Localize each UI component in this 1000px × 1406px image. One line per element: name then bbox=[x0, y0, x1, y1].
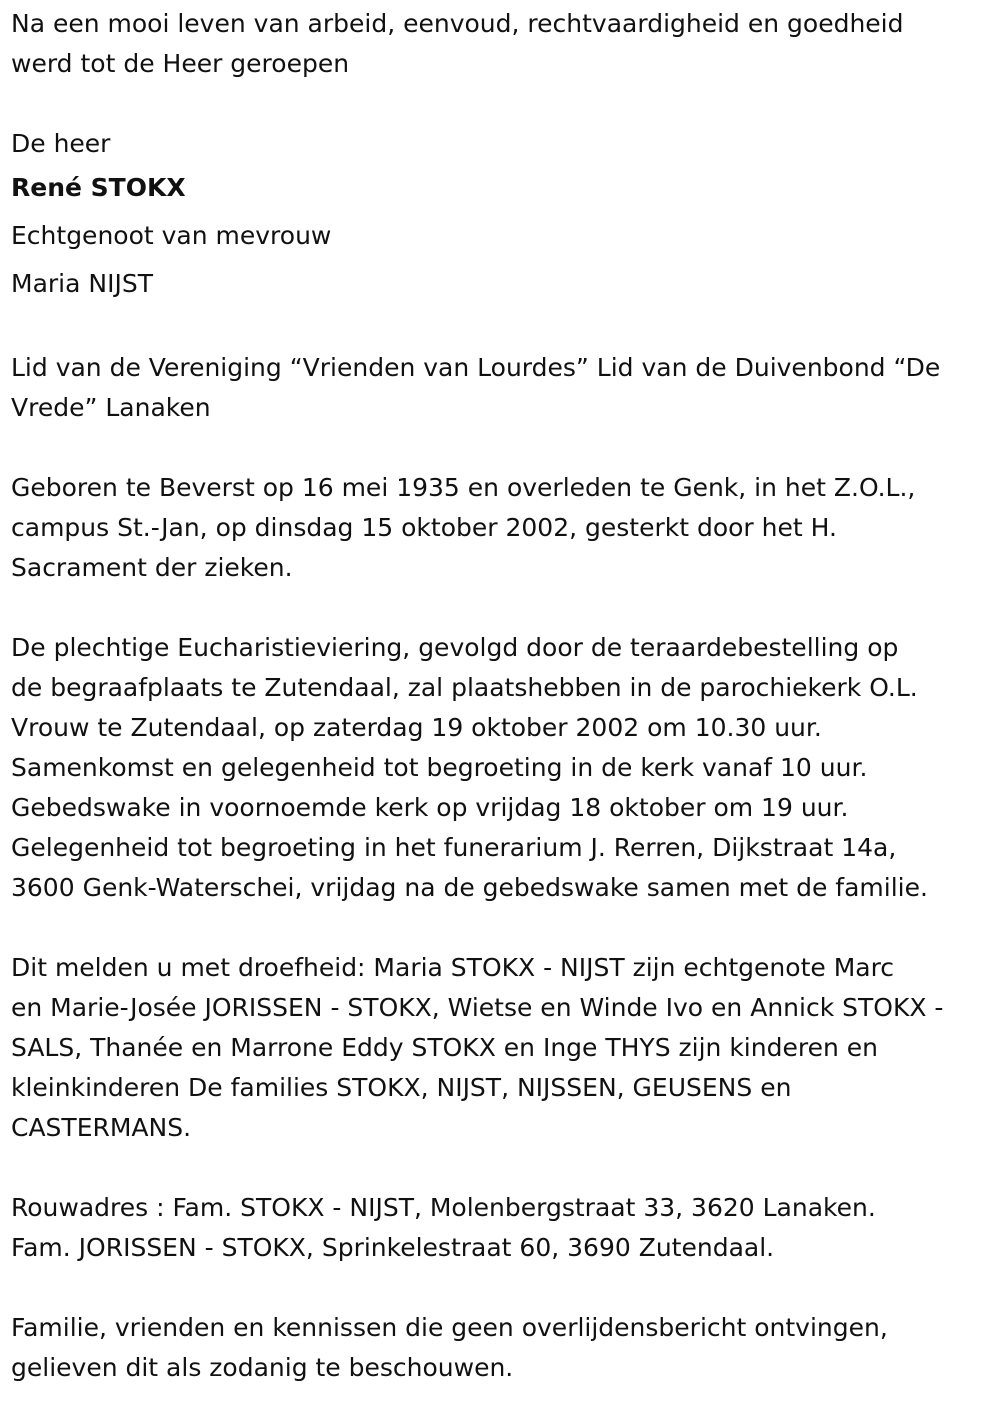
closing-line: gelieven dit als zodanig te beschouwen. bbox=[11, 1353, 514, 1382]
paragraph-gap bbox=[11, 428, 993, 468]
person-title: De heer bbox=[11, 129, 111, 158]
memberships-paragraph bbox=[11, 348, 993, 428]
birth-death-line: Geboren te Beverst op 16 mei 1935 en overleden te Genk, in het Z.O.L., bbox=[11, 473, 916, 502]
announcement-line: en Marie-Josée JORISSEN - STOKX, Wietse en Winde Ivo en Annick STOKX - bbox=[11, 993, 944, 1022]
ceremony-paragraph bbox=[11, 628, 993, 908]
birth-death-line: Sacrament der zieken. bbox=[11, 553, 293, 582]
paragraph-gap bbox=[11, 1268, 993, 1308]
closing-line: Familie, vrienden en kennissen die geen overlijdensbericht ontvingen, bbox=[11, 1313, 888, 1342]
ceremony-line: Samenkomst en gelegenheid tot begroeting in de kerk vanaf 10 uur. bbox=[11, 753, 868, 782]
announcement-line: Dit melden u met droefheid: Maria STOKX - NIJST zijn echtgenote Marc bbox=[11, 953, 895, 982]
memberships-line: Vrede” Lanaken bbox=[11, 393, 211, 422]
paragraph-gap bbox=[11, 308, 993, 348]
ceremony-line: 3600 Genk-Waterschei, vrijdag na de gebedswake samen met de familie. bbox=[11, 873, 928, 902]
paragraph-gap bbox=[11, 1148, 993, 1188]
announcement-paragraph bbox=[11, 948, 993, 1148]
paragraph-gap bbox=[11, 908, 993, 948]
intro-paragraph bbox=[11, 4, 993, 84]
memberships-line: Lid van de Vereniging “Vrienden van Lourdes” Lid van de Duivenbond “De bbox=[11, 353, 941, 382]
ceremony-line: De plechtige Eucharistieviering, gevolgd door de teraardebestelling op bbox=[11, 633, 899, 662]
paragraph-gap bbox=[11, 84, 993, 124]
person-relation: Echtgenoot van mevrouw bbox=[11, 221, 332, 250]
ceremony-line: Vrouw te Zutendaal, op zaterdag 19 oktober 2002 om 10.30 uur. bbox=[11, 713, 822, 742]
address-line: Rouwadres : Fam. STOKX - NIJST, Molenbergstraat 33, 3620 Lanaken. bbox=[11, 1193, 876, 1222]
intro-line: werd tot de Heer geroepen bbox=[11, 49, 350, 78]
ceremony-line: de begraafplaats te Zutendaal, zal plaatshebben in de parochiekerk O.L. bbox=[11, 673, 918, 702]
ceremony-line: Gelegenheid tot begroeting in het funerarium J. Rerren, Dijkstraat 14a, bbox=[11, 833, 897, 862]
spouse-name: Maria NIJST bbox=[11, 269, 153, 298]
closing-paragraph bbox=[11, 1308, 993, 1388]
obituary-document bbox=[11, 4, 993, 1388]
addresses-paragraph bbox=[11, 1188, 993, 1268]
intro-line: Na een mooi leven van arbeid, eenvoud, rechtvaardigheid en goedheid bbox=[11, 9, 904, 38]
paragraph-gap bbox=[11, 588, 993, 628]
announcement-line: CASTERMANS. bbox=[11, 1113, 192, 1142]
birth-death-line: campus St.-Jan, op dinsdag 15 oktober 2002, gesterkt door het H. bbox=[11, 513, 837, 542]
birth-death-paragraph bbox=[11, 468, 993, 588]
ceremony-line: Gebedswake in voornoemde kerk op vrijdag 18 oktober om 19 uur. bbox=[11, 793, 849, 822]
announcement-line: kleinkinderen De families STOKX, NIJST, NIJSSEN, GEUSENS en bbox=[11, 1073, 792, 1102]
address-line: Fam. JORISSEN - STOKX, Sprinkelestraat 60, 3690 Zutendaal. bbox=[11, 1233, 775, 1262]
person-name: René STOKX bbox=[11, 173, 186, 202]
person-block bbox=[11, 124, 993, 308]
announcement-line: SALS, Thanée en Marrone Eddy STOKX en Inge THYS zijn kinderen en bbox=[11, 1033, 878, 1062]
